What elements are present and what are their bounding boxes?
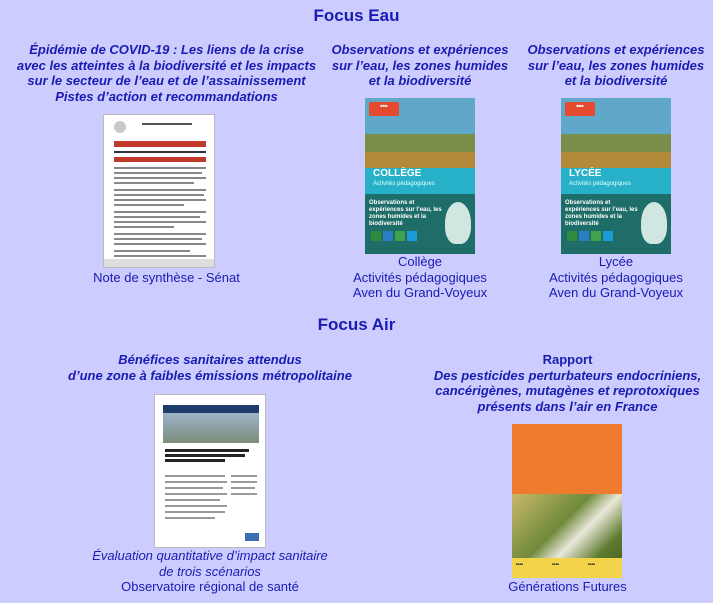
zfe-title[interactable]: Bénéfices sanitaires attendus d’une zone à faibles émissions métropolitaine: [68, 352, 352, 383]
sdg-icons: [371, 228, 419, 246]
lycee-cover-text: Observations et expériences sur l’eau, les zones humides et la biodiversité: [565, 200, 638, 227]
lycee-caption: Lycée Activités pédagogiques Aven du Grand-Voyeux: [548, 254, 684, 300]
college-cover-level: COLLÈGE: [373, 168, 422, 179]
college-title[interactable]: Observations et expériences sur l’eau, les zones humides et la biodiversité: [331, 42, 509, 88]
badge-icon: ■■■: [565, 102, 595, 116]
zfe-report-thumbnail[interactable]: [154, 394, 266, 548]
lycee-cover-thumbnail[interactable]: [561, 98, 671, 254]
pesticides-title[interactable]: Des pesticides perturbateurs endocriniens, cancérigènes, mutagènes et reprotoxiques présents dans l’air en France: [433, 367, 702, 414]
lycee-cover-subtitle: Activités pédagogiques: [569, 181, 631, 187]
zfe-block: [40, 352, 380, 383]
pesticides-heading: Rapport: [542, 352, 593, 367]
pesticides-caption: Générations Futures: [508, 579, 627, 594]
badge-icon: ■■■: [369, 102, 399, 116]
college-cover-subtitle: Activités pédagogiques: [373, 181, 435, 187]
senat-note-caption: Note de synthèse - Sénat: [93, 270, 240, 285]
sdg-icons: [567, 228, 615, 246]
senat-note-title[interactable]: Épidémie de COVID-19 : Les liens de la crise avec les atteintes à la biodiversité et les impacts sur le secteur de l’eau et de l’assainissement Pistes d’action et recommandations: [16, 42, 317, 104]
pesticides-report-thumbnail[interactable]: ■■■■ ■■■■ ■■■■: [512, 424, 622, 578]
college-cover-text: Observations et expériences sur l’eau, les zones humides et la biodiversité: [369, 200, 442, 227]
focus-air-title: Focus Air: [317, 315, 396, 334]
senat-note-block: [0, 42, 333, 104]
college-caption: Collège Activités pédagogiques Aven du Grand-Voyeux: [352, 254, 488, 300]
logo-icon: [245, 533, 259, 541]
pesticides-block: [405, 352, 713, 414]
focus-eau-title: Focus Eau: [313, 6, 400, 25]
lycee-block: [516, 42, 713, 89]
senat-note-thumbnail[interactable]: [103, 114, 215, 268]
lycee-cover-level: LYCÉE: [569, 168, 602, 179]
lycee-title[interactable]: Observations et expériences sur l’eau, les zones humides et la biodiversité: [527, 42, 705, 88]
tree-icon: [445, 202, 471, 244]
college-cover-thumbnail[interactable]: [365, 98, 475, 254]
tree-icon: [641, 202, 667, 244]
college-block: [320, 42, 520, 89]
zfe-caption: Évaluation quantitative d’impact sanitaire de trois scénarios Observatoire régional de santé: [92, 548, 328, 594]
